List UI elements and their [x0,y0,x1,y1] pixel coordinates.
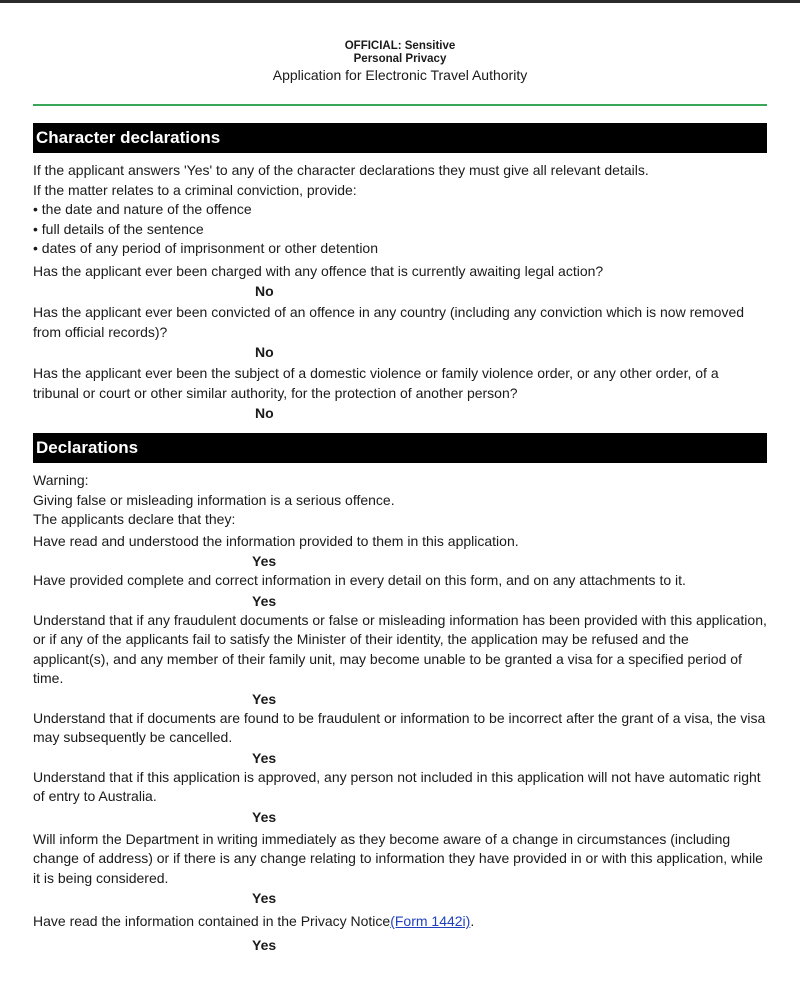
bullet-item: • full details of the sentence [33,220,204,237]
question-text: Has the applicant ever been the subject of a domestic violence or family violence order, or any other order, of a tribunal or court or other similar authority, for the protection of another person? [33,365,719,401]
character-intro: If the applicant answers 'Yes' to any of the character declarations they must give all relevant details. [33,162,649,178]
question-answer: No [255,344,274,360]
section-heading-character: Character declarations [33,123,767,153]
declaration-text: Have read and understood the information provided to them in this application. [33,532,519,549]
declaration-text: Understand that if documents are found to be fraudulent or information to be incorrect after the grant of a visa, the visa may subsequently be cancelled. [33,709,766,745]
question-text: Has the applicant ever been convicted of an offence in any country (including any conviction which is now removed from official records)? [33,304,745,340]
declaration-text: Have provided complete and correct information in every detail on this form, and on any attachments to it. [33,572,686,588]
declaration-text: Understand that if this application is approved, any person not included in this application will not have automatic right of entry to Australia. [33,768,761,804]
header-divider [33,104,767,106]
classification-label: OFFICIAL: Sensitive [344,40,456,52]
document-title: Application for Electronic Travel Authority [272,67,528,83]
bullet-item: • dates of any period of imprisonment or other detention [33,240,378,256]
declaration-answer: Yes [252,890,277,906]
question-answer: No [255,405,274,421]
privacy-notice-link[interactable]: (Form 1442i) [390,913,471,929]
declaration-answer: Yes [252,749,277,766]
warning-label: Warning: [33,472,89,488]
document-header [0,40,800,85]
declaration-text: Will inform the Department in writing immediately as they become aware of a change in circumstances (including change of address) or if there is any change relating to information they have provided in or with this application, while it is being considered. [33,830,763,886]
document-body [33,123,767,955]
character-intro-conviction: If the matter relates to a criminal conviction, provide: [33,181,357,198]
privacy-label: Personal Privacy [353,53,447,65]
warning-text: Giving false or misleading information is a serious offence. [33,491,395,508]
section-heading-declarations: Declarations [33,433,767,463]
declaration-answer: Yes [252,553,277,569]
declaration-text-privacy: Have read the information contained in the Privacy Notice(Form 1442i). [33,913,475,929]
question-answer: No [255,283,274,299]
declaration-answer: Yes [252,592,277,609]
bullet-item: • the date and nature of the offence [33,201,252,217]
question-text: Has the applicant ever been charged with any offence that is currently awaiting legal action? [33,262,604,279]
declaration-text: Understand that if any fraudulent documents or false or misleading information has been provided with this application, or if any of the applicants fail to satisfy the Minister of their identity, the application may be refused and the applicant(s), and any member of their family unit, may become unable to be granted a visa for a specified period of time. [33,611,767,686]
declaration-lead: The applicants declare that they: [33,511,236,527]
declaration-answer: Yes [252,936,277,953]
declaration-answer: Yes [252,808,277,825]
top-border [0,0,800,3]
declaration-answer: Yes [252,690,277,707]
